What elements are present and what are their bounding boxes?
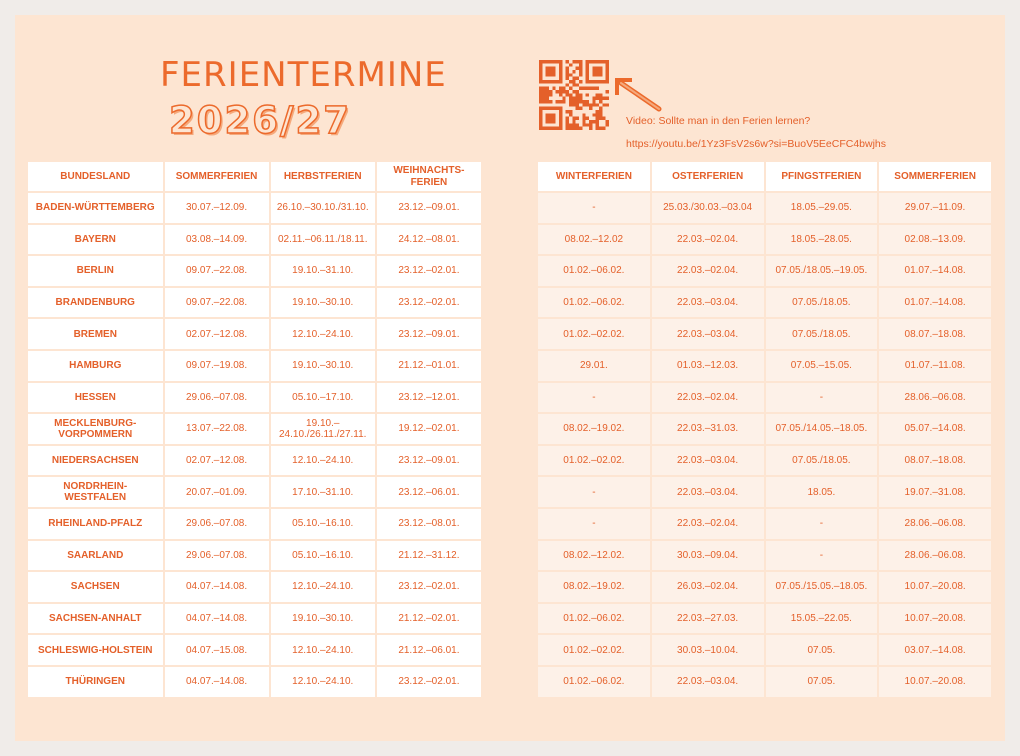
- date-cell: 22.03.–02.04.: [652, 509, 764, 539]
- date-cell: 07.05.: [766, 635, 878, 665]
- date-cell: 15.05.–22.05.: [766, 604, 878, 634]
- date-cell: 22.03.–03.04.: [652, 288, 764, 318]
- table-row: [538, 635, 991, 665]
- table-row: [538, 193, 991, 223]
- table-row: [538, 477, 991, 507]
- date-cell: 23.12.–09.01.: [377, 193, 481, 223]
- date-cell: 29.01.: [538, 351, 650, 381]
- column-header: SOMMERFERIEN: [165, 162, 269, 191]
- date-cell: -: [538, 509, 650, 539]
- date-cell: 23.12.–06.01.: [377, 477, 481, 507]
- table-row: [538, 383, 991, 413]
- qr-code-icon[interactable]: [539, 60, 609, 130]
- date-cell: 23.12.–09.01.: [377, 319, 481, 349]
- date-cell: 22.03.–27.03.: [652, 604, 764, 634]
- video-link[interactable]: https://youtu.be/1Yz3FsV2s6w?si=BuoV5EeCFC4bwjhs: [626, 138, 887, 150]
- date-cell: 08.02.–19.02.: [538, 414, 650, 444]
- arrow-pointer-icon: [613, 77, 663, 113]
- video-label: Video: Sollte man in den Ferien lernen?: [626, 115, 811, 127]
- column-header: BUNDESLAND: [28, 162, 163, 191]
- date-cell: 07.05.: [766, 667, 878, 697]
- date-cell: 19.10.–30.10.: [271, 288, 375, 318]
- date-cell: 23.12.–02.01.: [377, 572, 481, 602]
- table-row: [538, 319, 991, 349]
- date-cell: 12.10.–24.10.: [271, 319, 375, 349]
- date-cell: 29.06.–07.08.: [165, 509, 269, 539]
- state-name: BADEN-WÜRTTEMBERG: [28, 193, 163, 223]
- date-cell: 07.05.–15.05.: [766, 351, 878, 381]
- state-name: RHEINLAND-PFALZ: [28, 509, 163, 539]
- date-cell: 04.07.–15.08.: [165, 635, 269, 665]
- date-cell: 01.07.–14.08.: [879, 288, 991, 318]
- table-row: [28, 225, 481, 255]
- page: [15, 15, 1005, 741]
- date-cell: 22.03.–03.04.: [652, 446, 764, 476]
- date-cell: 24.12.–08.01.: [377, 225, 481, 255]
- table-row: [538, 288, 991, 318]
- date-cell: 02.08.–13.09.: [879, 225, 991, 255]
- state-name: NORDRHEIN- WESTFALEN: [28, 477, 163, 507]
- date-cell: -: [766, 509, 878, 539]
- column-header: OSTERFERIEN: [652, 162, 764, 191]
- date-cell: 05.10.–16.10.: [271, 509, 375, 539]
- date-cell: 12.10.–24.10.: [271, 446, 375, 476]
- date-cell: 01.02.–06.02.: [538, 256, 650, 286]
- state-name: SCHLESWIG-HOLSTEIN: [28, 635, 163, 665]
- date-cell: 29.07.–11.09.: [879, 193, 991, 223]
- state-name: SACHSEN-ANHALT: [28, 604, 163, 634]
- date-cell: 22.03.–03.04.: [652, 477, 764, 507]
- state-name: NIEDERSACHSEN: [28, 446, 163, 476]
- date-cell: 01.02.–06.02.: [538, 604, 650, 634]
- table-row: [538, 572, 991, 602]
- date-cell: 07.05./18.05.–19.05.: [766, 256, 878, 286]
- table-row: [28, 572, 481, 602]
- state-name: BERLIN: [28, 256, 163, 286]
- table-row: [28, 477, 481, 507]
- table-row: [28, 256, 481, 286]
- table-row: [538, 604, 991, 634]
- date-cell: 22.03.–31.03.: [652, 414, 764, 444]
- holiday-table-right: [536, 160, 993, 699]
- date-cell: 19.10.– 24.10./26.11./27.11.: [271, 414, 375, 444]
- table-header-row: [28, 162, 481, 191]
- date-cell: 19.10.–30.10.: [271, 351, 375, 381]
- table-row: [28, 383, 481, 413]
- date-cell: 23.12.–08.01.: [377, 509, 481, 539]
- date-cell: 23.12.–02.01.: [377, 288, 481, 318]
- date-cell: 30.07.–12.09.: [165, 193, 269, 223]
- date-cell: 07.05./15.05.–18.05.: [766, 572, 878, 602]
- date-cell: 21.12.–01.01.: [377, 351, 481, 381]
- table-row: [28, 193, 481, 223]
- column-header: WEIHNACHTS- FERIEN: [377, 162, 481, 191]
- state-name: BAYERN: [28, 225, 163, 255]
- date-cell: -: [766, 541, 878, 571]
- date-cell: 21.12.–06.01.: [377, 635, 481, 665]
- date-cell: -: [538, 477, 650, 507]
- table-row: [28, 414, 481, 444]
- date-cell: 19.10.–31.10.: [271, 256, 375, 286]
- date-cell: 08.02.–12.02.: [538, 541, 650, 571]
- date-cell: 28.06.–06.08.: [879, 541, 991, 571]
- table-row: [28, 635, 481, 665]
- table-row: [538, 225, 991, 255]
- date-cell: 01.07.–11.08.: [879, 351, 991, 381]
- date-cell: 29.06.–07.08.: [165, 541, 269, 571]
- table-header-row: [538, 162, 991, 191]
- date-cell: 26.10.–30.10./31.10.: [271, 193, 375, 223]
- table-row: [538, 414, 991, 444]
- date-cell: 26.03.–02.04.: [652, 572, 764, 602]
- date-cell: 04.07.–14.08.: [165, 604, 269, 634]
- date-cell: 08.07.–18.08.: [879, 446, 991, 476]
- date-cell: 22.03.–02.04.: [652, 383, 764, 413]
- date-cell: 23.12.–02.01.: [377, 256, 481, 286]
- state-name: SAARLAND: [28, 541, 163, 571]
- table-row: [538, 446, 991, 476]
- column-header: HERBSTFERIEN: [271, 162, 375, 191]
- date-cell: 21.12.–02.01.: [377, 604, 481, 634]
- state-name: THÜRINGEN: [28, 667, 163, 697]
- table-row: [28, 509, 481, 539]
- date-cell: 17.10.–31.10.: [271, 477, 375, 507]
- date-cell: 08.07.–18.08.: [879, 319, 991, 349]
- table-row: [538, 256, 991, 286]
- date-cell: 09.07.–22.08.: [165, 288, 269, 318]
- title-line-2: 2026/27: [169, 99, 351, 142]
- date-cell: 28.06.–06.08.: [879, 383, 991, 413]
- column-header: PFINGSTFERIEN: [766, 162, 878, 191]
- date-cell: 05.07.–14.08.: [879, 414, 991, 444]
- date-cell: 04.07.–14.08.: [165, 572, 269, 602]
- date-cell: 19.07.–31.08.: [879, 477, 991, 507]
- state-name: MECKLENBURG- VORPOMMERN: [28, 414, 163, 444]
- date-cell: 08.02.–12.02: [538, 225, 650, 255]
- date-cell: 19.10.–30.10.: [271, 604, 375, 634]
- date-cell: 30.03.–10.04.: [652, 635, 764, 665]
- column-header: SOMMERFERIEN: [879, 162, 991, 191]
- date-cell: 01.03.–12.03.: [652, 351, 764, 381]
- date-cell: 01.07.–14.08.: [879, 256, 991, 286]
- date-cell: 02.07.–12.08.: [165, 319, 269, 349]
- state-name: HESSEN: [28, 383, 163, 413]
- date-cell: 05.10.–17.10.: [271, 383, 375, 413]
- date-cell: 12.10.–24.10.: [271, 667, 375, 697]
- date-cell: -: [538, 193, 650, 223]
- table-row: [538, 509, 991, 539]
- holiday-table-left: [26, 160, 483, 699]
- date-cell: 18.05.–29.05.: [766, 193, 878, 223]
- column-header: WINTERFERIEN: [538, 162, 650, 191]
- date-cell: 07.05./18.05.: [766, 288, 878, 318]
- table-row: [28, 288, 481, 318]
- date-cell: 20.07.–01.09.: [165, 477, 269, 507]
- table-row: [28, 351, 481, 381]
- date-cell: 03.07.–14.08.: [879, 635, 991, 665]
- date-cell: 23.12.–12.01.: [377, 383, 481, 413]
- date-cell: -: [538, 383, 650, 413]
- date-cell: 25.03./30.03.–03.04: [652, 193, 764, 223]
- table-row: [28, 541, 481, 571]
- date-cell: 29.06.–07.08.: [165, 383, 269, 413]
- date-cell: 10.07.–20.08.: [879, 604, 991, 634]
- date-cell: 22.03.–02.04.: [652, 225, 764, 255]
- date-cell: 22.03.–03.04.: [652, 667, 764, 697]
- table-row: [28, 667, 481, 697]
- date-cell: 02.11.–06.11./18.11.: [271, 225, 375, 255]
- title-line-1: FERIENTERMINE: [160, 55, 447, 95]
- date-cell: 23.12.–02.01.: [377, 667, 481, 697]
- date-cell: 01.02.–02.02.: [538, 319, 650, 349]
- date-cell: 08.02.–19.02.: [538, 572, 650, 602]
- date-cell: 02.07.–12.08.: [165, 446, 269, 476]
- date-cell: 07.05./18.05.: [766, 319, 878, 349]
- date-cell: 01.02.–02.02.: [538, 635, 650, 665]
- date-cell: 03.08.–14.09.: [165, 225, 269, 255]
- date-cell: 07.05./18.05.: [766, 446, 878, 476]
- table-row: [28, 604, 481, 634]
- date-cell: 12.10.–24.10.: [271, 572, 375, 602]
- date-cell: 10.07.–20.08.: [879, 572, 991, 602]
- date-cell: 01.02.–06.02.: [538, 667, 650, 697]
- table-row: [538, 667, 991, 697]
- date-cell: 09.07.–22.08.: [165, 256, 269, 286]
- date-cell: 09.07.–19.08.: [165, 351, 269, 381]
- date-cell: 04.07.–14.08.: [165, 667, 269, 697]
- date-cell: 12.10.–24.10.: [271, 635, 375, 665]
- date-cell: 28.06.–06.08.: [879, 509, 991, 539]
- state-name: SACHSEN: [28, 572, 163, 602]
- date-cell: 22.03.–03.04.: [652, 319, 764, 349]
- date-cell: 07.05./14.05.–18.05.: [766, 414, 878, 444]
- date-cell: 21.12.–31.12.: [377, 541, 481, 571]
- date-cell: 01.02.–02.02.: [538, 446, 650, 476]
- date-cell: 13.07.–22.08.: [165, 414, 269, 444]
- date-cell: 01.02.–06.02.: [538, 288, 650, 318]
- date-cell: 30.03.–09.04.: [652, 541, 764, 571]
- state-name: BRANDENBURG: [28, 288, 163, 318]
- date-cell: 18.05.–28.05.: [766, 225, 878, 255]
- table-row: [28, 446, 481, 476]
- state-name: BREMEN: [28, 319, 163, 349]
- date-cell: 18.05.: [766, 477, 878, 507]
- date-cell: 05.10.–16.10.: [271, 541, 375, 571]
- state-name: HAMBURG: [28, 351, 163, 381]
- date-cell: -: [766, 383, 878, 413]
- date-cell: 10.07.–20.08.: [879, 667, 991, 697]
- date-cell: 19.12.–02.01.: [377, 414, 481, 444]
- table-row: [538, 351, 991, 381]
- table-row: [538, 541, 991, 571]
- table-row: [28, 319, 481, 349]
- date-cell: 22.03.–02.04.: [652, 256, 764, 286]
- date-cell: 23.12.–09.01.: [377, 446, 481, 476]
